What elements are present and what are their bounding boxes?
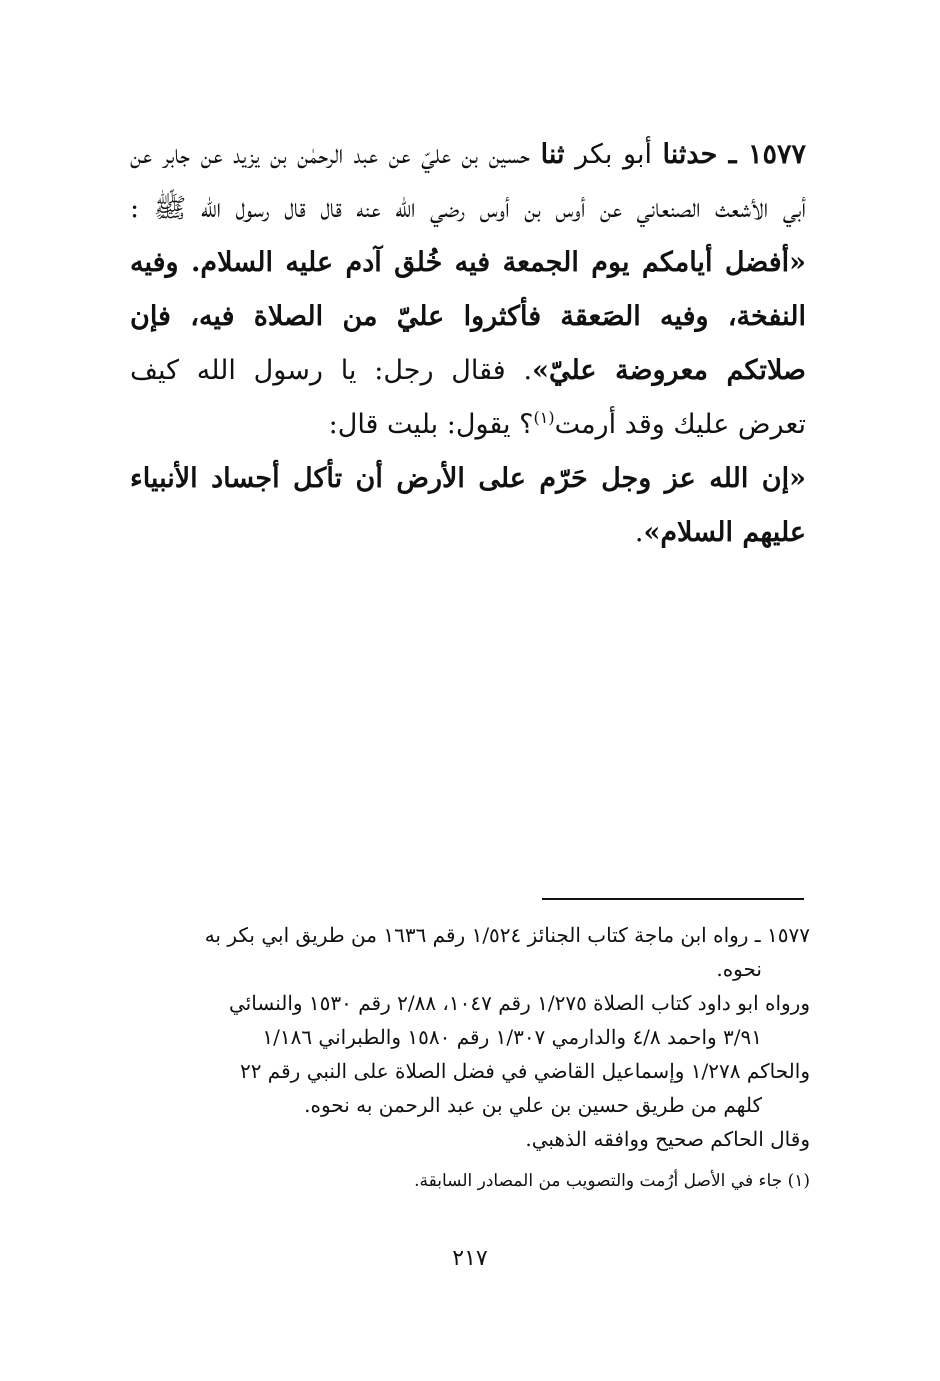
footnote-line: نحوه. xyxy=(716,957,762,981)
haddathana-word: حدثنا xyxy=(662,139,718,170)
footnote-line: ٣/٩١ واحمد ٤/٨ والدارمي ١/٣٠٧ رقم ١٥٨٠ والطبراني ١/١٨٦ xyxy=(262,1025,762,1049)
footnotes-section xyxy=(120,918,810,1198)
footnote-divider xyxy=(542,898,804,900)
after-reference-text: ؟ يقول: بليت قال: xyxy=(328,409,534,440)
quote-paragraph xyxy=(130,452,806,560)
isnad-part-1: أبو بكر xyxy=(564,139,663,170)
footnote-line: ورواه ابو داود كتاب الصلاة ١/٢٧٥ رقم ١٠٤٧، ٢/٨٨ رقم ١٥٣٠ والنسائي xyxy=(229,991,810,1015)
footnote-note: (١) جاء في الأصل أرُمت والتصويب من المصادر السابقة. xyxy=(414,1171,810,1191)
hadith-text xyxy=(130,128,806,560)
isnad-part-2: حسين بن عليّ عن عبد الرحمٰن بن يزيد عن جابر عن أبي الأشعث الصنعاني عن أوس بن أوس رضي الله عنه قال قال رسول الله ﷺ : xyxy=(130,139,806,224)
footnote-line: والحاكم ١/٢٧٨ وإسماعيل القاضي في فضل الصلاة على النبي رقم ٢٢ xyxy=(239,1059,810,1083)
quote-text: «إن الله عز وجل حَرّم على الأرض أن تأكل أجساد الأنبياء عليهم السلام» xyxy=(130,463,806,548)
footnote-line: وقال الحاكم صحيح ووافقه الذهبي. xyxy=(525,1127,810,1151)
hadith-number: ١٥٧٧ xyxy=(747,139,806,170)
thana-word: ثنا xyxy=(540,139,565,170)
footnote-reference: (١) xyxy=(533,408,555,427)
matn-text: «أفضل أيامكم يوم الجمعة فيه خُلق آدم عليه السلام. وفيه النفخة، وفيه الصَعقة فأكثروا عليّ من الصلاة فيه، فإن صلاتكم معروضة عليّ» xyxy=(130,247,806,386)
page-number: ٢١٧ xyxy=(452,1246,488,1271)
after-matn-text: . فقال رجل: يا رسول الله كيف تعرض عليك وقد أرمت xyxy=(130,355,806,440)
footnote-line: كلهم من طريق حسين بن علي بن عبد الرحمن به نحوه. xyxy=(304,1093,762,1117)
hadith-paragraph xyxy=(130,128,806,452)
quote-end: . xyxy=(634,517,644,548)
footnote-line: ١٥٧٧ ـ رواه ابن ماجة كتاب الجنائز ١/٥٢٤ رقم ١٦٣٦ من طريق ابي بكر به xyxy=(204,923,810,947)
number-separator: ـ xyxy=(717,139,748,170)
